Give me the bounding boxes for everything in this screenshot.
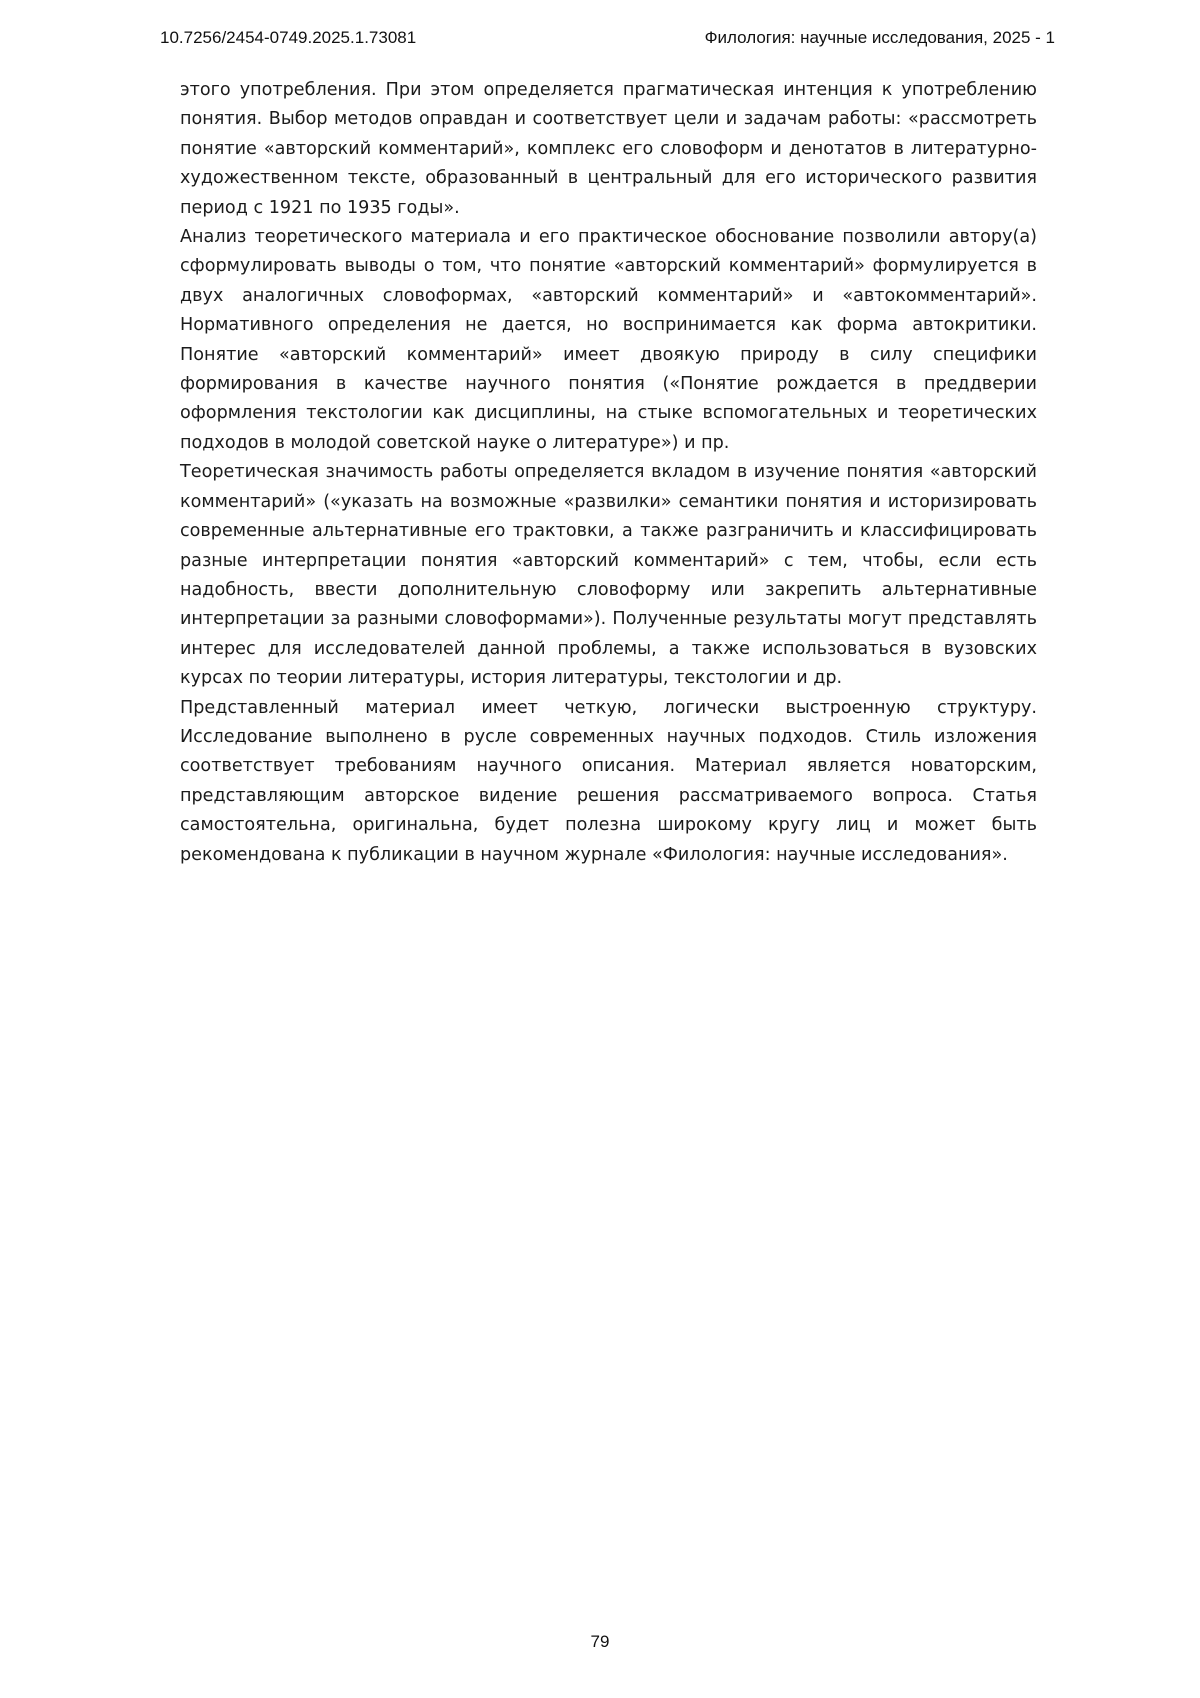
paragraph-conclusion: Представленный материал имеет четкую, логически выстроенную структуру. Исследование выполнено в русле современных научных подходов. Стиль изложения соответствует требованиям научного описания. Материал является новаторским, представляющим авторское видение решения рассматриваемого вопроса. Статья самостоятельна, оригинальна, будет полезна широкому кругу лиц и может быть рекомендована к публикации в научном журнале «Филология: научные исследования». bbox=[180, 697, 1037, 865]
article-body bbox=[180, 76, 1037, 870]
paragraph-theoretical-significance: Теоретическая значимость работы определяется вкладом в изучение понятия «авторский комментарий» («указать на возможные «развилки» семантики понятия и историзировать современные альтернативные его трактовки, а также разграничить и классифицировать разные интерпретации понятия «авторский комментарий» с тем, чтобы, если есть надобность, ввести дополнительную словоформу или закрепить альтернативные интерпретации за разными словоформами»). Полученные результаты могут представлять интерес для исследователей данной проблемы, а также использоваться в вузовских курсах по теории литературы, история литературы, текстологии и др. bbox=[180, 462, 1037, 689]
paragraph-analysis: Анализ теоретического материала и его практическое обоснование позволили автору(а) сформулировать выводы о том, что понятие «авторский комментарий» формулируется в двух аналогичных словоформах, «авторский комментарий» и «автокомментарий». Нормативного определения не дается, но воспринимается как форма автокритики. Понятие «авторский комментарий» имеет двоякую природу в силу специфики формирования в качестве научного понятия («Понятие рождается в преддверии оформления текстологии как дисциплины, на стыке вспомогательных и теоретических подходов в молодой советской науке о литературе») и пр. bbox=[180, 227, 1037, 453]
doi-label: 10.7256/2454-0749.2025.1.73081 bbox=[160, 28, 417, 47]
paragraph-methods: этого употребления. При этом определяется прагматическая интенция к употреблению понятия. Выбор методов оправдан и соответствует цели и задачам работы: «рассмотреть понятие «авторский комментарий», комплекс его словоформ и денотатов в литературно-художественном тексте, образованный в центральный для его исторического развития период с 1921 по 1935 годы». bbox=[180, 80, 1037, 218]
journal-title: Филология: научные исследования, 2025 - 1 bbox=[704, 28, 1055, 47]
page-header bbox=[160, 28, 1055, 48]
page-footer bbox=[0, 1632, 1200, 1652]
page-number: 79 bbox=[590, 1632, 610, 1651]
